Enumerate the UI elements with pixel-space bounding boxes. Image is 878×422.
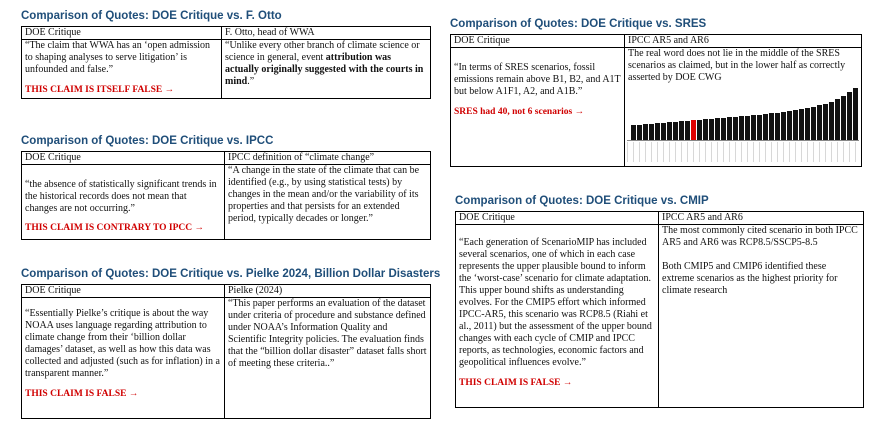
chart-bar bbox=[835, 99, 840, 140]
chart-bar bbox=[769, 113, 774, 140]
chart-bar bbox=[739, 116, 744, 140]
chart-bar bbox=[655, 123, 660, 140]
chart-bar bbox=[841, 96, 846, 140]
chart-bar bbox=[787, 111, 792, 140]
otto-table bbox=[21, 26, 431, 99]
chart-bar bbox=[775, 113, 780, 140]
chart-bar bbox=[637, 125, 642, 140]
otto-right-quote-bold: attribution was actually originally suggested with the courts in mind bbox=[225, 52, 424, 87]
otto-right-header: F. Otto, head of WWA bbox=[222, 27, 431, 40]
chart-bar bbox=[727, 117, 732, 140]
ipcc-left-quote: “the absence of statistically significant trends in the historical records does not mean that changes are not occurring.” bbox=[25, 179, 217, 214]
cmip-left-cell bbox=[456, 225, 659, 408]
chart-bar bbox=[631, 125, 636, 140]
ipcc-right-cell bbox=[225, 165, 431, 240]
chart-bar bbox=[673, 122, 678, 140]
chart-tick-labels bbox=[627, 142, 859, 162]
pielke-right-header: Pielke (2024) bbox=[225, 285, 431, 298]
chart-bar bbox=[847, 92, 852, 140]
ipcc-verdict: THIS CLAIM IS CONTRARY TO IPCC → bbox=[25, 223, 204, 233]
otto-left-header: DOE Critique bbox=[22, 27, 222, 40]
chart-bar bbox=[721, 118, 726, 140]
otto-left-cell bbox=[22, 40, 222, 99]
chart-bar bbox=[697, 120, 702, 140]
ipcc-right-quote: “A change in the state of the climate that can be identified (e.g., by using statistical tests) by changes in the mean and/or the variability of its properties and that persists for an extended period, typically decades or longer.” bbox=[228, 165, 420, 224]
otto-left-quote: “The claim that WWA has an ‘open admission to shaping analyses to serve litigation’ is unfounded and false.” bbox=[25, 40, 211, 75]
chart-bar bbox=[703, 119, 708, 140]
cmip-right-header: IPCC AR5 and AR6 bbox=[659, 212, 864, 225]
pielke-verdict: THIS CLAIM IS FALSE → bbox=[25, 389, 139, 399]
sres-right-header: IPCC AR5 and AR6 bbox=[625, 35, 862, 48]
pielke-table bbox=[21, 284, 431, 419]
chart-bar-highlight bbox=[691, 120, 696, 140]
sres-right-cell bbox=[625, 48, 862, 167]
chart-bar bbox=[763, 114, 768, 140]
chart-bar bbox=[817, 105, 822, 140]
cmip-verdict: THIS CLAIM IS FALSE → bbox=[459, 378, 573, 388]
ipcc-table bbox=[21, 151, 431, 240]
pielke-left-cell bbox=[22, 298, 225, 419]
pielke-left-quote: “Essentially Pielke’s critique is about the way NOAA uses language regarding attribution to climate change from their ‘billion dollar damages’ dataset, as well as how this data was collected and adjusted (such as for inflation) in a transparent manner.” bbox=[25, 308, 220, 379]
otto-right-quote: “Unlike every other branch of climate science or science in general, event bbox=[225, 40, 420, 63]
sres-left-header: DOE Critique bbox=[451, 35, 625, 48]
chart-bar bbox=[751, 115, 756, 140]
sres-left-quote: “In terms of SRES scenarios, fossil emissions remain above B1, B2, and A1T but below A1F1, A2, and A1B.” bbox=[454, 62, 621, 97]
ipcc-right-header: IPCC definition of “climate change” bbox=[225, 152, 431, 165]
chart-bar bbox=[715, 118, 720, 140]
cmip-left-quote: “Each generation of ScenarioMIP has included several scenarios, one of which in each case represents the upper plausible bound to inform the ‘worst-case’ scenario for climate adaptation. This upper bound shifts as understanding evolves. For the CMIP5 effort which informed IPCC-AR5, this scenario was RCP8.5 (Riahi et al., 2011) but the assessment of the upper bound changes with each cycle of CMIP and IPCC reports, as technologies, economic factors and geopolitical influences evolve.” bbox=[459, 237, 652, 368]
cmip-right-cell bbox=[659, 225, 864, 408]
cmip-right-p2: Both CMIP5 and CMIP6 identified these extreme scenarios as the highest priority for climate research bbox=[662, 261, 838, 296]
ipcc-left-header: DOE Critique bbox=[22, 152, 225, 165]
chart-bar bbox=[685, 121, 690, 140]
sres-title: Comparison of Quotes: DOE Critique vs. SRES bbox=[450, 18, 707, 30]
chart-bar bbox=[757, 115, 762, 140]
sres-left-cell bbox=[451, 48, 625, 167]
chart-bar bbox=[661, 123, 666, 140]
cmip-table bbox=[455, 211, 864, 408]
pielke-comparison bbox=[21, 267, 441, 419]
sres-bar-chart bbox=[625, 84, 861, 164]
pielke-right-cell bbox=[225, 298, 431, 419]
cmip-comparison bbox=[455, 194, 864, 408]
cmip-right-p1: The most commonly cited scenario in both IPCC AR5 and AR6 was RCP8.5/SSCP5-8.5 bbox=[662, 225, 858, 248]
otto-verdict: THIS CLAIM IS ITSELF FALSE → bbox=[25, 85, 175, 95]
chart-bar bbox=[793, 110, 798, 140]
pielke-left-header: DOE Critique bbox=[22, 285, 225, 298]
chart-bar bbox=[745, 116, 750, 140]
chart-bar bbox=[805, 108, 810, 140]
chart-axis bbox=[627, 140, 859, 141]
ipcc-title: Comparison of Quotes: DOE Critique vs. IPCC bbox=[21, 135, 274, 147]
chart-bar bbox=[667, 122, 672, 140]
otto-comparison bbox=[21, 9, 431, 99]
cmip-title: Comparison of Quotes: DOE Critique vs. CMIP bbox=[455, 195, 709, 207]
chart-bar bbox=[733, 117, 738, 140]
chart-bar bbox=[781, 112, 786, 140]
chart-bar bbox=[811, 107, 816, 140]
chart-bar bbox=[643, 124, 648, 140]
ipcc-left-cell bbox=[22, 165, 225, 240]
chart-bar bbox=[709, 119, 714, 140]
sres-table bbox=[450, 34, 862, 167]
pielke-title: Comparison of Quotes: DOE Critique vs. Pielke 2024, Billion Dollar Disasters bbox=[21, 268, 441, 280]
chart-bar bbox=[829, 102, 834, 140]
sres-right-text: The real word does not lie in the middle of the SRES scenarios as claimed, but in the lower half as correctly asserted by DOE CWG bbox=[628, 48, 846, 83]
chart-bar bbox=[799, 109, 804, 140]
chart-bar bbox=[853, 88, 858, 140]
cmip-left-header: DOE Critique bbox=[456, 212, 659, 225]
sres-verdict: SRES had 40, not 6 scenarios → bbox=[454, 107, 585, 117]
otto-right-quote-end: .” bbox=[247, 76, 255, 87]
otto-right-cell bbox=[222, 40, 431, 99]
chart-bar bbox=[679, 121, 684, 140]
otto-title: Comparison of Quotes: DOE Critique vs. F. Otto bbox=[21, 10, 282, 22]
chart-bar bbox=[823, 104, 828, 140]
chart-bar bbox=[649, 124, 654, 140]
pielke-right-quote: “This paper performs an evaluation of the dataset under criteria of procedure and substance defined under NOAA’s Information Quality and Scientific Integrity policies. The evaluation finds that the “billion dollar disaster” dataset falls short of meeting these criteria..” bbox=[228, 298, 427, 369]
sres-comparison bbox=[450, 17, 862, 167]
ipcc-comparison bbox=[21, 134, 431, 240]
